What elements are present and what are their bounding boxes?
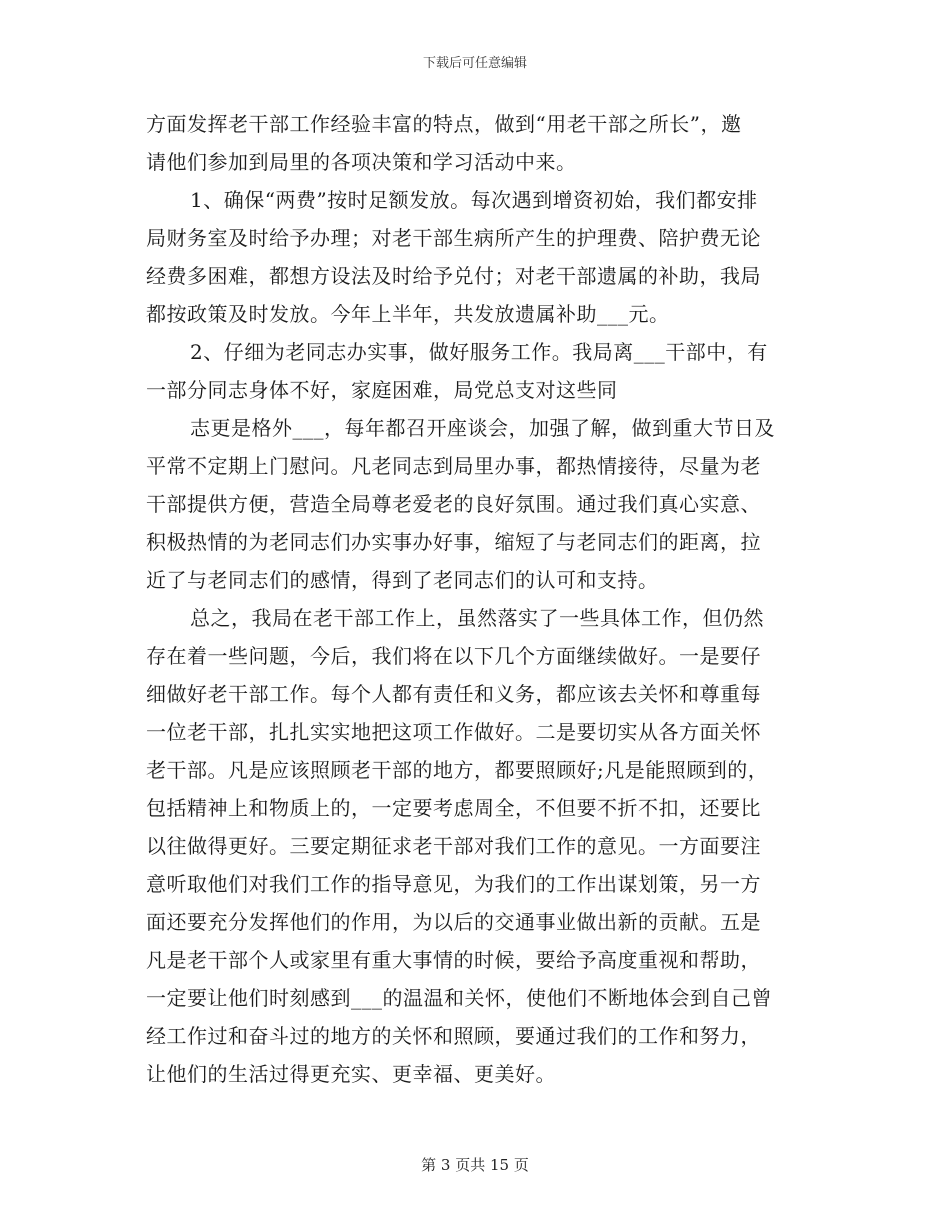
body-line: 细做好老干部工作。每个人都有责任和义务，都应该去关怀和尊重每 — [146, 682, 761, 706]
body-line: 存在着一些问题，今后，我们将在以下几个方面继续做好。一是要仔 — [146, 644, 761, 668]
body-line: 经费多困难，都想方设法及时给予兑付；对老干部遗属的补助，我局 — [146, 264, 761, 288]
body-line: 都按政策及时发放。今年上半年，共发放遗属补助___元。 — [146, 302, 670, 326]
body-line: 1、确保“两费”按时足额发放。每次遇到增资初始，我们都安排 — [190, 188, 758, 212]
body-line: 以往做得更好。三要定期征求老干部对我们工作的意见。一方面要注 — [146, 834, 761, 858]
body-line: 一部分同志身体不好，家庭困难，局党总支对这些同 — [146, 378, 618, 402]
body-line: 干部提供方便，营造全局尊老爱老的良好氛围。通过我们真心实意、 — [146, 492, 761, 516]
body-line: 包括精神上和物质上的，一定要考虑周全，不但要不折不扣，还要比 — [146, 796, 761, 820]
body-line: 面还要充分发挥他们的作用，为以后的交通事业做出新的贡献。五是 — [146, 910, 761, 934]
body-line: 平常不定期上门慰问。凡老同志到局里办事，都热情接待，尽量为老 — [146, 454, 761, 478]
page-number: 第 3 页共 15 页 — [421, 1156, 529, 1174]
body-line: 2、仔细为老同志办实事，做好服务工作。我局离___干部中，有 — [190, 340, 768, 364]
body-line: 方面发挥老干部工作经验丰富的特点，做到“用老干部之所长”，邀 — [146, 112, 742, 136]
body-line: 让他们的生活过得更充实、更幸福、更美好。 — [146, 1062, 556, 1086]
body-line: 意听取他们对我们工作的指导意见，为我们的工作出谋划策，另一方 — [146, 872, 761, 896]
body-line: 积极热情的为老同志们办实事办好事，缩短了与老同志们的距离，拉 — [146, 530, 761, 554]
body-line: 老干部。凡是应该照顾老干部的地方，都要照顾好;凡是能照顾到的， — [146, 758, 769, 782]
body-line: 一定要让他们时刻感到___的温温和关怀，使他们不断地体会到自己曾 — [146, 986, 772, 1010]
body-line: 经工作过和奋斗过的地方的关怀和照顾，要通过我们的工作和努力， — [146, 1024, 761, 1048]
body-line: 一位老干部，扎扎实实地把这项工作做好。二是要切实从各方面关怀 — [146, 720, 761, 744]
body-line: 近了与老同志们的感情，得到了老同志们的认可和支持。 — [146, 568, 659, 592]
body-line: 请他们参加到局里的各项决策和学习活动中来。 — [146, 150, 577, 174]
body-line: 凡是老干部个人或家里有重大事情的时候，要给予高度重视和帮助， — [146, 948, 761, 972]
body-line: 志更是格外___，每年都召开座谈会，加强了解，做到重大节日及 — [190, 416, 775, 440]
body-line: 局财务室及时给予办理；对老干部生病所产生的护理费、陪护费无论 — [146, 226, 761, 250]
document-body — [146, 105, 806, 1093]
page-header-note: 下载后可任意编辑 — [422, 56, 527, 71]
body-line: 总之，我局在老干部工作上，虽然落实了一些具体工作，但仍然 — [190, 606, 764, 630]
